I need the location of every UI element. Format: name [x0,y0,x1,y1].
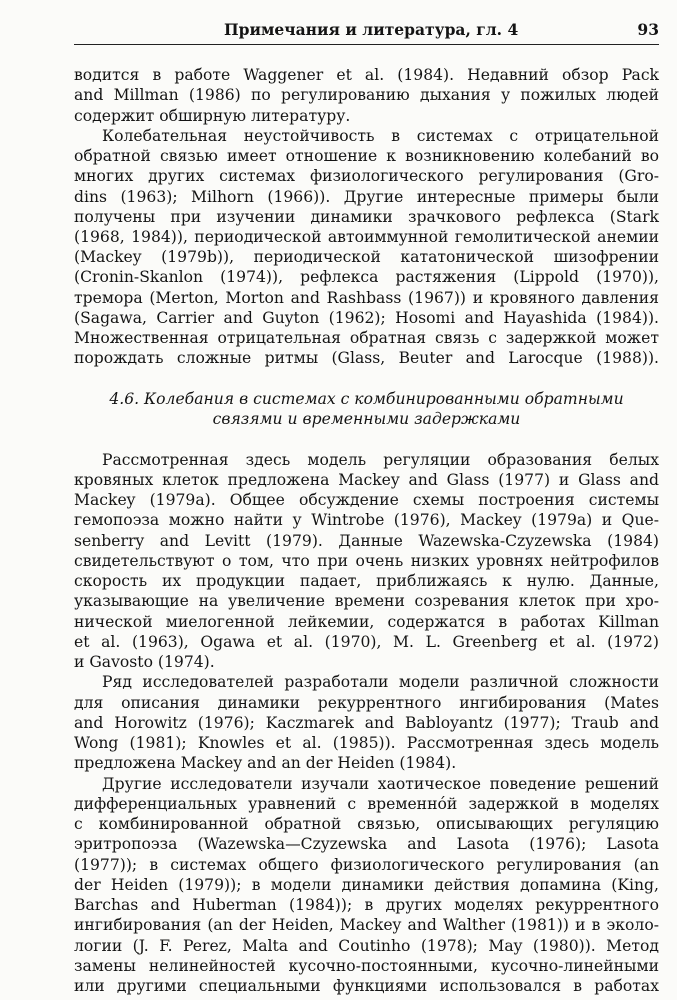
text-line: ингибирования (an der Heiden, Mackey and Walther (1981)) и в эколо- [74,916,659,935]
text-line: или другими специальными функциями использовался в работах [74,977,659,995]
text-line: Рассмотренная здесь модель регуляции образования белых [102,450,659,469]
text-line: Wong (1981); Knowles et al. (1985)). Рассмотренная здесь модель [74,734,659,753]
text-line: (Sagawa, Carrier and Guyton (1962); Hosomi and Hayashida (1984)). [74,308,659,327]
text-line: dins (1963); Milhorn (1966)). Другие интересные примеры были [74,187,659,206]
text-line: Колебательная неустойчивость в системах с отрицательной [102,126,659,145]
text-line: указывающие на увеличение времени созревания клеток при хро- [74,592,659,611]
text-line: и Gavosto (1974). [74,653,215,672]
text-line: Ряд исследователей разработали модели различной сложности [102,673,659,692]
text-line: Barchas and Huberman (1984)); в других моделях рекуррентного [74,896,659,914]
text-line: senberry and Levitt (1979). Данные Wazewska-Czyzewska (1984) [74,531,659,550]
text-line: et al. (1963), Ogawa et al. (1970), M. L. Greenberg et al. (1972) [74,632,659,651]
text-line: and Millman (1986) по регулированию дыхания у пожилых людей [74,86,659,105]
text-line: (1977)); в системах общего физиологического регулирования (an [74,855,659,874]
text-line: с комбинированной обратной связью, описывающих регуляцию [74,815,659,833]
text-line: замены нелинейностей кусочно-постоянными, кусочно-линейными [74,956,659,975]
text-line: содержит обширную литературу. [74,106,351,125]
text-line: эритропоэза (Wazewska—Czyzewska and Lasota (1976); Lasota [74,835,659,854]
text-line: (Cronin-Skanlon (1974)), рефлекса растяжения (Lippold (1970)), [74,268,659,287]
text-line: дифференциальных уравнений с временно́й задержкой в моделях [74,794,659,813]
text-line: (Mackey (1979b)), периодической кататонической шизофрении [74,248,659,267]
text-line: водится в работе Waggener et al. (1984). Недавний обзор Pack [74,66,659,84]
text-line: Множественная отрицательная обратная связь с задержкой может [74,329,659,348]
text-line: and Horowitz (1976); Kaczmarek and Babloyantz (1977); Traub and [74,713,659,732]
text-line: многих других системах физиологического регулирования (Gro- [74,167,659,186]
text-line: скорость их продукции падает, приближаясь к нулю. Данные, [74,572,659,591]
text-line: Другие исследователи изучали хаотическое поведение решений [102,774,659,793]
section-heading: 4.6. Колебания в системах с комбинированными обратными [109,389,624,408]
running-header [74,18,659,45]
text-line: предложена Mackey and an der Heiden (1984). [74,754,457,773]
text-line: обратной связью имеет отношение к возникновению колебаний во [74,147,659,165]
section-heading: связями и временными задержками [212,410,521,429]
text-line: свидетельствуют о том, что при очень низких уровнях нейтрофилов [74,551,659,570]
text-line: логии (J. F. Perez, Malta and Coutinho (1978); May (1980)). Метод [74,936,659,955]
text-line: получены при изучении динамики зрачкового рефлекса (Stark [74,207,659,226]
running-title: Примечания и литература, гл. 4 [224,20,519,39]
text-line: гемопоэза можно найти у Wintrobe (1976), Mackey (1979a) и Que- [74,511,659,530]
text-line: порождать сложные ритмы (Glass, Beuter and Larocque (1988)). [74,349,659,368]
text-line: нической миелогенной лейкемии, содержатся в работах Killman [74,612,659,631]
text-line: тремора (Merton, Morton and Rashbass (1967)) и кровяного давления [74,288,659,307]
text-line: для описания динамики рекуррентного ингибирования (Mates [74,693,659,712]
text-line: Mackey (1979a). Общее обсуждение схемы построения системы [74,491,659,510]
text-line: der Heiden (1979)); в модели динамики действия допамина (King, [74,875,659,894]
text-line: кровяных клеток предложена Mackey and Glass (1977) и Glass and [74,470,659,489]
text-line: (1968, 1984)), периодической автоиммунной гемолитической анемии [74,228,659,246]
page-number: 93 [637,20,659,39]
